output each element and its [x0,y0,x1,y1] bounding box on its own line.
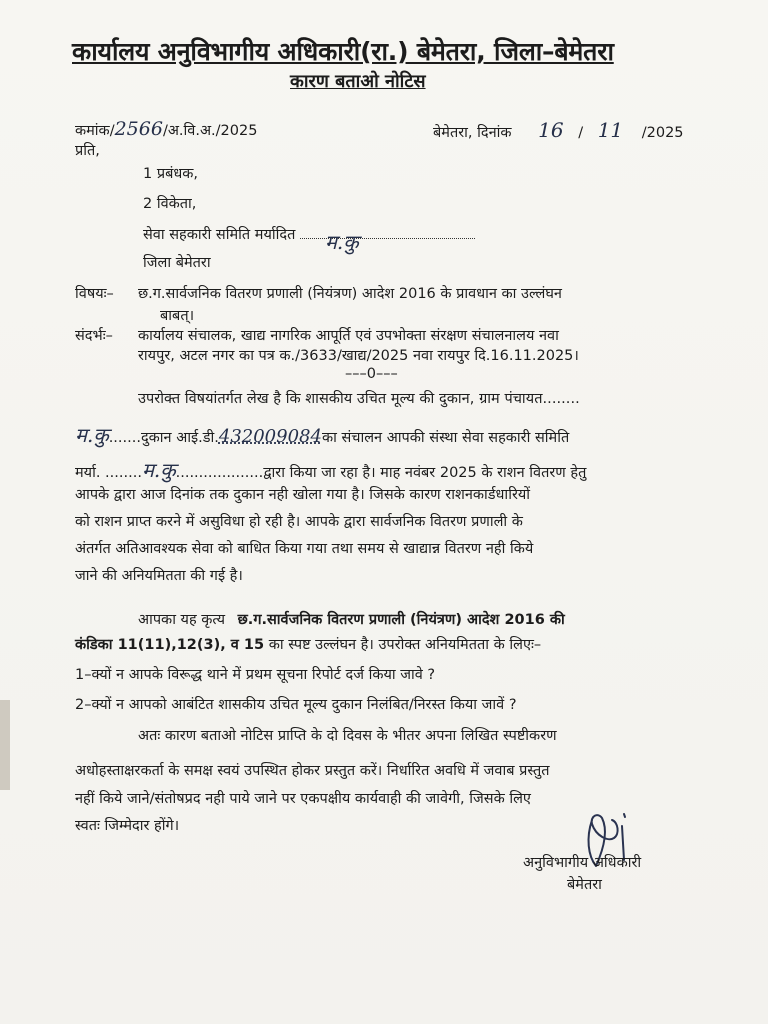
page-edge-shadow [0,700,10,790]
para1-line5: को राशन प्राप्त करने में असुविधा हो रही है। आपके द्वारा सार्वजनिक वितरण प्रणाली के [75,514,523,530]
para2-line2 [75,634,541,654]
kramank-number: 2566 [114,118,163,140]
prati-label: प्रति, [75,143,100,159]
reference-line2: रायपुर, अटल नगर का पत्र क./3633/खाद्य/2025 नवा रायपुर दि.16.11.2025। [138,348,579,364]
para3-line1: अतः कारण बताओ नोटिस प्राप्ति के दो दिवस के भीतर अपना लिखित स्पष्टीकरण [138,728,557,744]
date-year: /2025 [641,125,684,141]
para1-line1: उपरोक्त विषयांतर्गत लेख है कि शासकीय उचित मूल्य की दुकान, ग्राम पंचायत........ [138,391,580,407]
signatory-designation: अनुविभागीय अधिकारी [523,855,642,871]
date-line: बेमेतरा, दिनांक 16 / 11 /2025 [433,118,684,142]
kramank-line: कमांक/2566/अ.वि.अ./2025 [75,118,258,140]
para1-line2-rest: का संचालन आपकी संस्था सेवा सहकारी समिति [321,430,570,446]
question-1: 1–क्यों न आपके विरूद्ध थाने में प्रथम सूचना रिपोर्ट दर्ज किया जावे ? [75,667,436,683]
para3-line2: अधोहस्ताक्षरकर्ता के समक्ष स्वयं उपस्थित होकर प्रस्तुत करें। निर्धारित अवधि में जवाब प्रस्तुत [75,763,550,779]
para1-line7: जाने की अनियमितता की गई है। [75,568,243,584]
notice-subtitle: कारण बताओ नोटिस [290,71,426,92]
addressee-line4: जिला बेमेतरा [143,255,211,271]
reference-label: संदर्भः– [75,328,113,344]
samiti-handwritten: म.कु [324,230,359,254]
divider: –––0––– [345,366,398,382]
dukaan-id-label: .......दुकान आई.डी. [108,430,219,446]
para1-line4: आपके द्वारा आज दिनांक तक दुकान नही खोला गया है। जिसके कारण राशनकार्डधारियों [75,487,531,503]
para1-line3 [75,456,586,483]
office-title: कार्यालय अनुविभागीय अधिकारी(रा.) बेमेतरा, जिला–बेमेतरा [72,37,614,66]
samiti-name-handwritten: म.कु [141,458,176,482]
signatory-place: बेमेतरा [567,877,602,893]
para1-line3-rest: ...................द्वारा किया जा रहा है। माह नवंबर 2025 के राशन वितरण हेतु [175,465,587,481]
subject-label: विषयः– [75,286,114,302]
subject-line1: छ.ग.सार्वजनिक वितरण प्रणाली (नियंत्रण) आदेश 2016 के प्रावधान का उल्लंघन [138,286,562,302]
marya-label: मर्या. ........ [75,465,142,481]
kramank-suffix: /अ.वि.अ./2025 [162,123,258,139]
kramank-prefix: कमांक [75,123,110,139]
gram-handwritten: म.कु [75,423,109,447]
para3-line3: नहीं किये जाने/संतोषप्रद नही पाये जाने पर एकपक्षीय कार्यवाही की जावेगी, जिसके लिए [75,791,531,807]
para2-order-ref: छ.ग.सार्वजनिक वितरण प्रणाली (नियंत्रण) आदेश 2016 की [237,612,565,628]
addressee-line1: 1 प्रबंधक, [143,166,199,182]
addressee-line2: 2 विकेता, [143,196,197,212]
kandika-ref: कंडिका 11(11),12(3), व 15 [75,637,265,653]
question-2: 2–क्यों न आपको आबंटित शासकीय उचित मूल्य दुकान निलंबित/निरस्त किया जावें ? [75,697,517,713]
para1-line6: अंतर्गत अतिआवश्यक सेवा को बाधित किया गया तथा समय से खाद्यान्न वितरण नही किये [75,541,534,557]
dukaan-id-handwritten: 432009084 [218,426,322,447]
samiti-blank [300,230,475,254]
addressee-line3 [143,224,475,254]
reference-line1: कार्यालय संचालक, खाद्य नागरिक आपूर्ति एवं उपभोक्ता संरक्षण संचालनालय नवा [138,328,559,344]
para3-line4: स्वतः जिम्मेदार होंगे। [75,818,180,834]
para2-line2-rest: का स्पष्ट उल्लंघन है। उपरोक्त अनियमितता के लिएः– [268,637,542,653]
date-month: 11 [597,118,624,142]
para2-lead: आपका यह कृत्य [138,612,226,628]
para2-line1 [138,609,565,629]
date-day: 16 [538,118,564,142]
subject-line2: बाबत्। [160,308,195,324]
place-date-label: बेमेतरा, दिनांक [433,125,512,141]
samiti-label: सेवा सहकारी समिति मर्यादित [143,227,296,243]
para1-line2 [75,421,569,448]
